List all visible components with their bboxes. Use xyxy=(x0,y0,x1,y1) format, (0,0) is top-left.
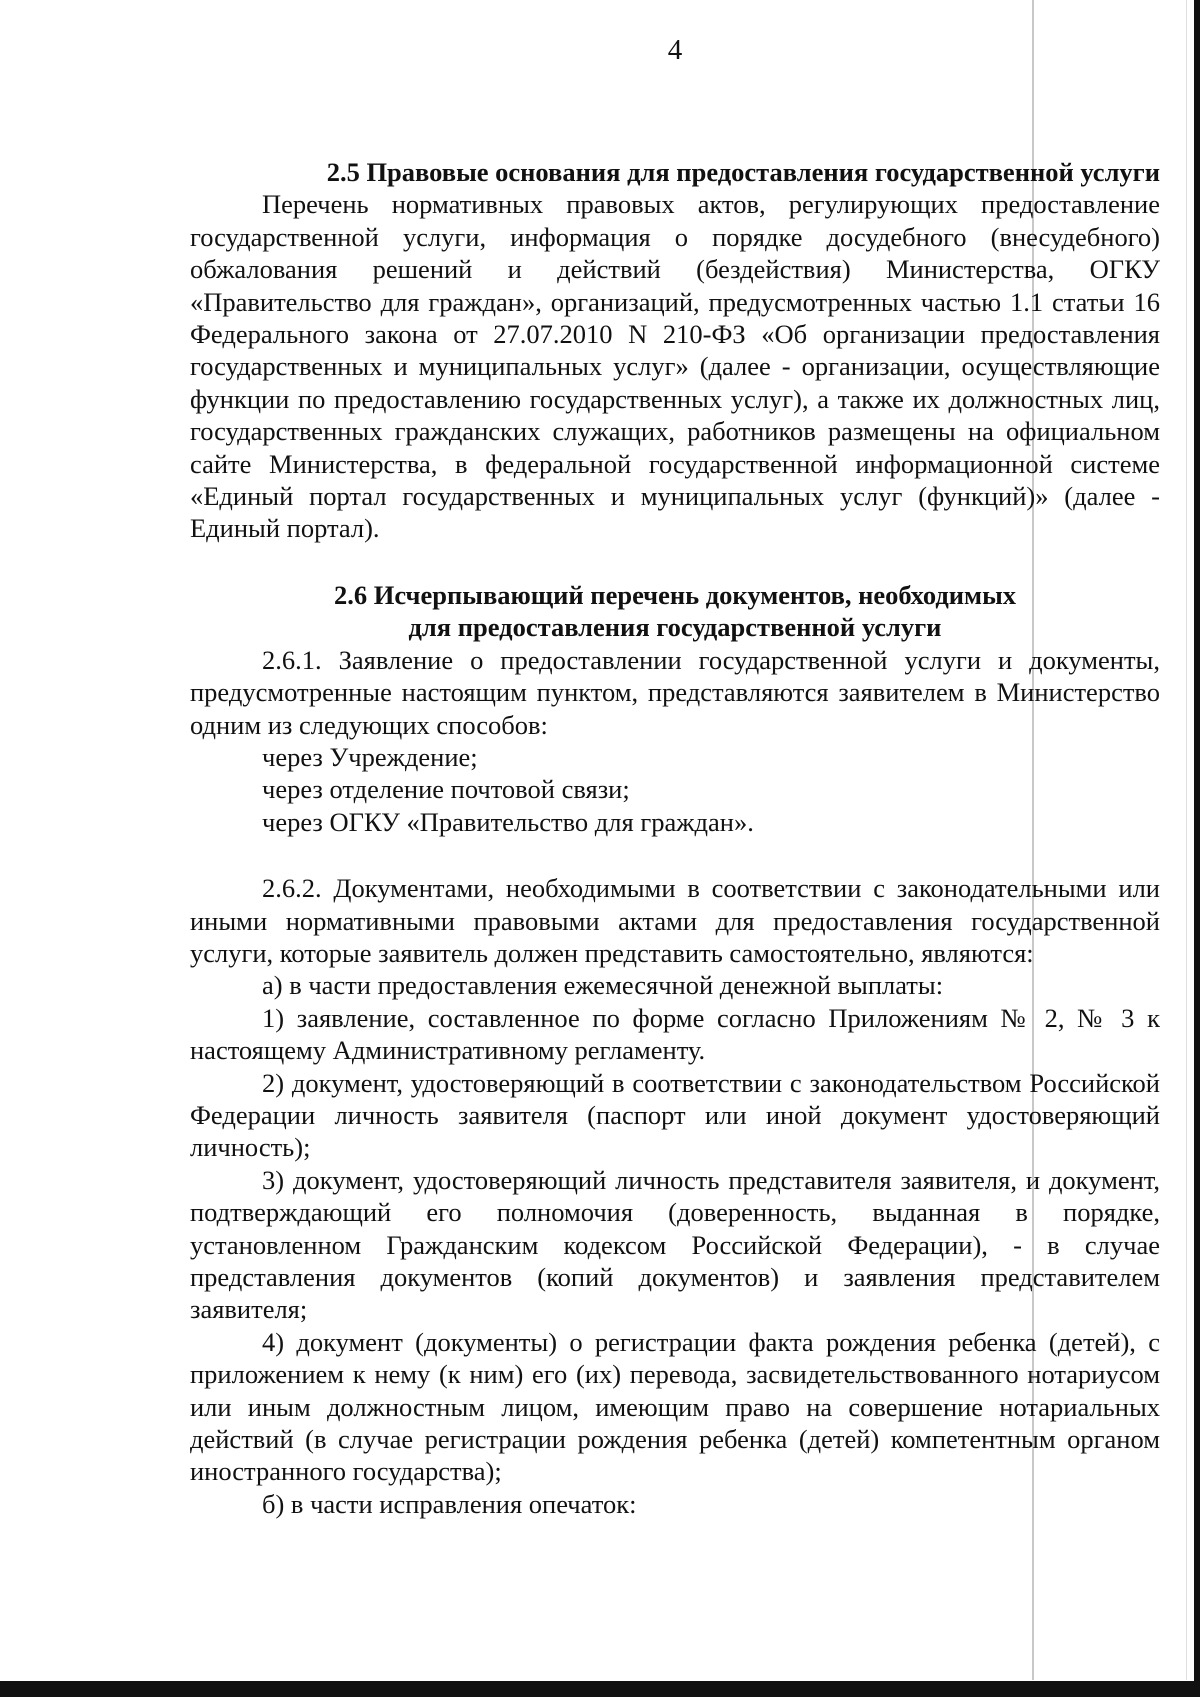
section-2-6-heading-line2: для предоставления государственной услуги xyxy=(408,612,942,643)
section-2-6-heading-line1: 2.6 Исчерпывающий перечень документов, необходимых xyxy=(333,579,1017,610)
item-4: 4) документ (документы) о регистрации факта рождения ребенка (детей), с приложением к нему (к ним) его (их) перевода, засвидетельствованного нотариусом или иным должностным лицом, имеющим право на совершение нотариальных действий (в случае регистрации рождения ребенка (детей) компетентным органом иностранного государства); xyxy=(190,1326,1160,1487)
item-a: а) в части предоставления ежемесячной денежной выплаты: xyxy=(262,970,944,1001)
item-b: б) в части исправления опечаток: xyxy=(262,1488,637,1519)
scan-artifact-line xyxy=(1186,0,1187,1680)
section-2-5-paragraph: Перечень нормативных правовых актов, регулирующих предоставление государственной услуги, информация о порядке досудебного (внесудебного) обжалования решений и действий (бездействия) Министерства, ОГКУ «Правительство для граждан», организаций, предусмотренных частью 1.1 статьи 16 Федерального закона от 27.07.2010 N 210-ФЗ «Об организации предоставления государственных и муниципальных услуг» (далее - организации, осуществляющие функции по предоставлению государственных услуг), а также их должностных лиц, государственных гражданских служащих, работников размещены на официальном сайте Министерства, в федеральной государственной информационной системе «Единый портал государственных и муниципальных услуг (функций)» (далее - Единый портал). xyxy=(190,189,1160,544)
item-3: 3) документ, удостоверяющий личность представителя заявителя, и документ, подтверждающий его полномочия (доверенность, выданная в порядке, установленном Гражданским кодексом Российской Федерации), - в случае представления документов (копий документов) и заявления представителем заявителя; xyxy=(190,1164,1160,1325)
list-item: через ОГКУ «Правительство для граждан». xyxy=(262,806,754,837)
item-2: 2) документ, удостоверяющий в соответствии с законодательством Российской Федерации личность заявителя (паспорт или иной документ удостоверяющий личность); xyxy=(190,1067,1160,1163)
document-body xyxy=(190,156,1160,1520)
list-item: через Учреждение; xyxy=(262,741,478,772)
paragraph-2-6-2: 2.6.2. Документами, необходимыми в соответствии с законодательными или иными нормативными правовыми актами для предоставления государственной услуги, которые заявитель должен представить самостоятельно, являются: xyxy=(190,873,1160,968)
scan-border-bottom xyxy=(0,1681,1200,1697)
section-2-5-heading: 2.5 Правовые основания для предоставления государственной услуги xyxy=(326,157,1160,187)
list-item: через отделение почтовой связи; xyxy=(262,774,630,805)
scan-border-right xyxy=(1194,0,1200,1697)
item-1: 1) заявление, составленное по форме согласно Приложениям № 2, № 3 к настоящему Административному регламенту. xyxy=(190,1002,1160,1066)
paragraph-2-6-1: 2.6.1. Заявление о предоставлении государственной услуги и документы, предусмотренные настоящим пунктом, представляются заявителем в Министерство одним из следующих способов: xyxy=(190,644,1160,740)
page-number: 4 xyxy=(667,34,683,66)
